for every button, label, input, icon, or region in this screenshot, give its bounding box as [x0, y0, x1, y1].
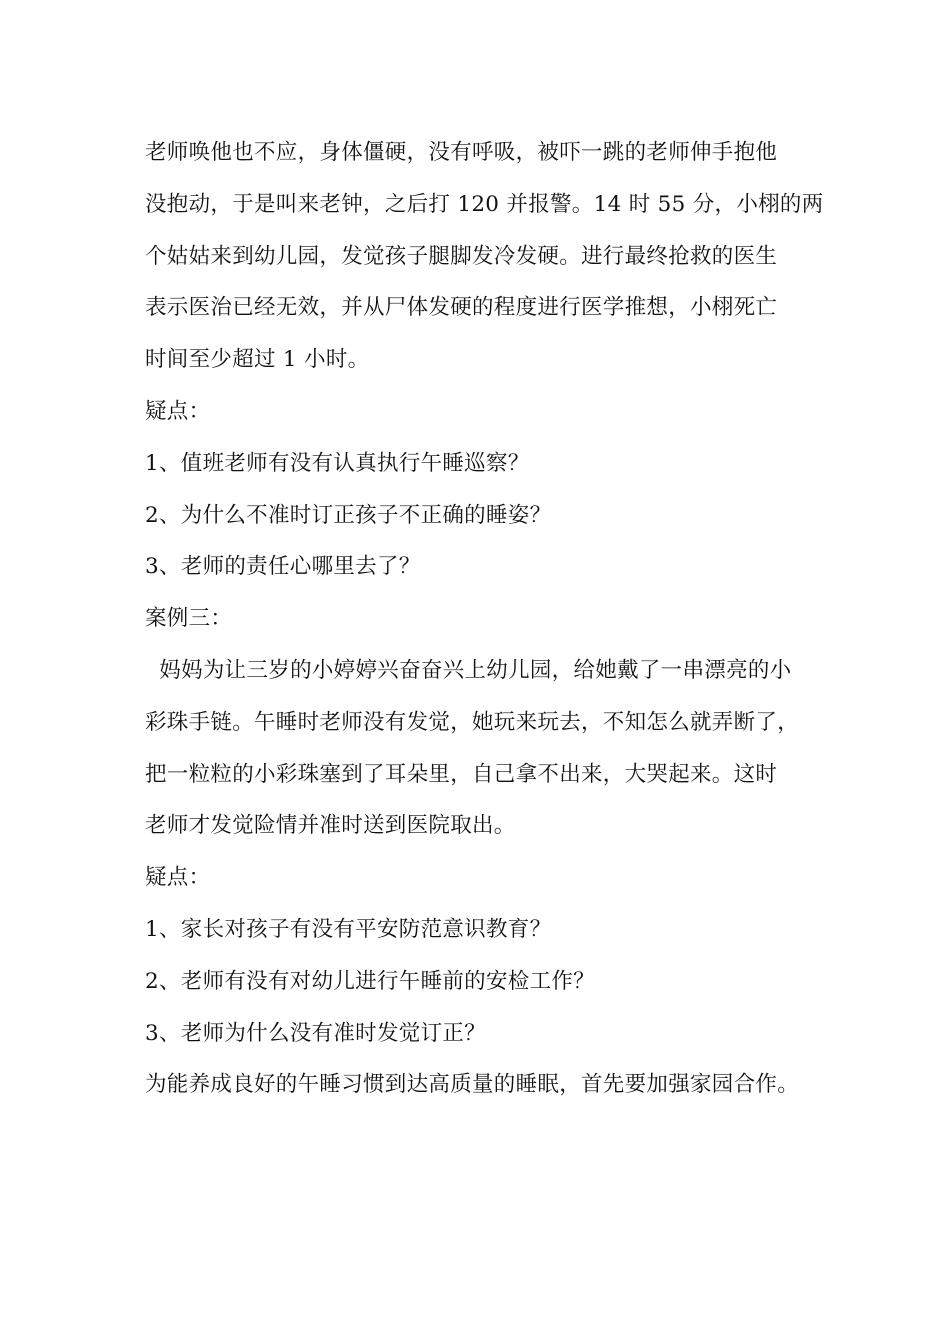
paragraph-line: 老师才发觉险情并准时送到医院取出。 [145, 813, 516, 839]
paragraph-line: 为能养成良好的午睡习惯到达高质量的睡眠，首先要加强家园合作。 [145, 1072, 800, 1098]
paragraph-line: 把一粒粒的小彩珠塞到了耳朵里，自己拿不出来，大哭起来。这时 [145, 761, 778, 787]
section-heading: 疑点： [145, 865, 211, 891]
section-heading: 案例三： [145, 606, 233, 632]
paragraph-line: 个姑姑来到幼儿园，发觉孩子腿脚发冷发硬。进行最终抢救的医生 [145, 243, 778, 269]
paragraph-line: 时间至少超过 1 小时。 [145, 347, 370, 373]
paragraph-line: 没抱动，于是叫来老钟，之后打 120 并报警。14 时 55 分，小栩的两 [145, 191, 824, 217]
paragraph-line: 妈妈为让三岁的小婷婷兴奋奋兴上幼儿园，给她戴了一串漂亮的小 [145, 657, 792, 683]
section-heading: 疑点： [145, 398, 211, 424]
list-item: 2、为什么不准时订正孩子不正确的睡姿？ [145, 502, 552, 528]
paragraph-line: 表示医治已经无效，并从尸体发硬的程度进行医学推想，小栩死亡 [145, 295, 778, 321]
list-item: 2、老师有没有对幼儿进行午睡前的安检工作？ [145, 968, 595, 994]
list-item: 1、家长对孩子有没有平安防范意识教育？ [145, 916, 552, 942]
list-item: 3、老师的责任心哪里去了？ [145, 554, 421, 580]
paragraph-line: 老师唤他也不应，身体僵硬，没有呼吸，被吓一跳的老师伸手抱他 [145, 140, 778, 165]
document-body [145, 131, 835, 1115]
paragraph-line: 彩珠手链。午睡时老师没有发觉，她玩来玩去，不知怎么就弄断了， [145, 709, 800, 735]
list-item: 1、值班老师有没有认真执行午睡巡察？ [145, 450, 530, 476]
list-item: 3、老师为什么没有准时发觉订正？ [145, 1020, 486, 1046]
